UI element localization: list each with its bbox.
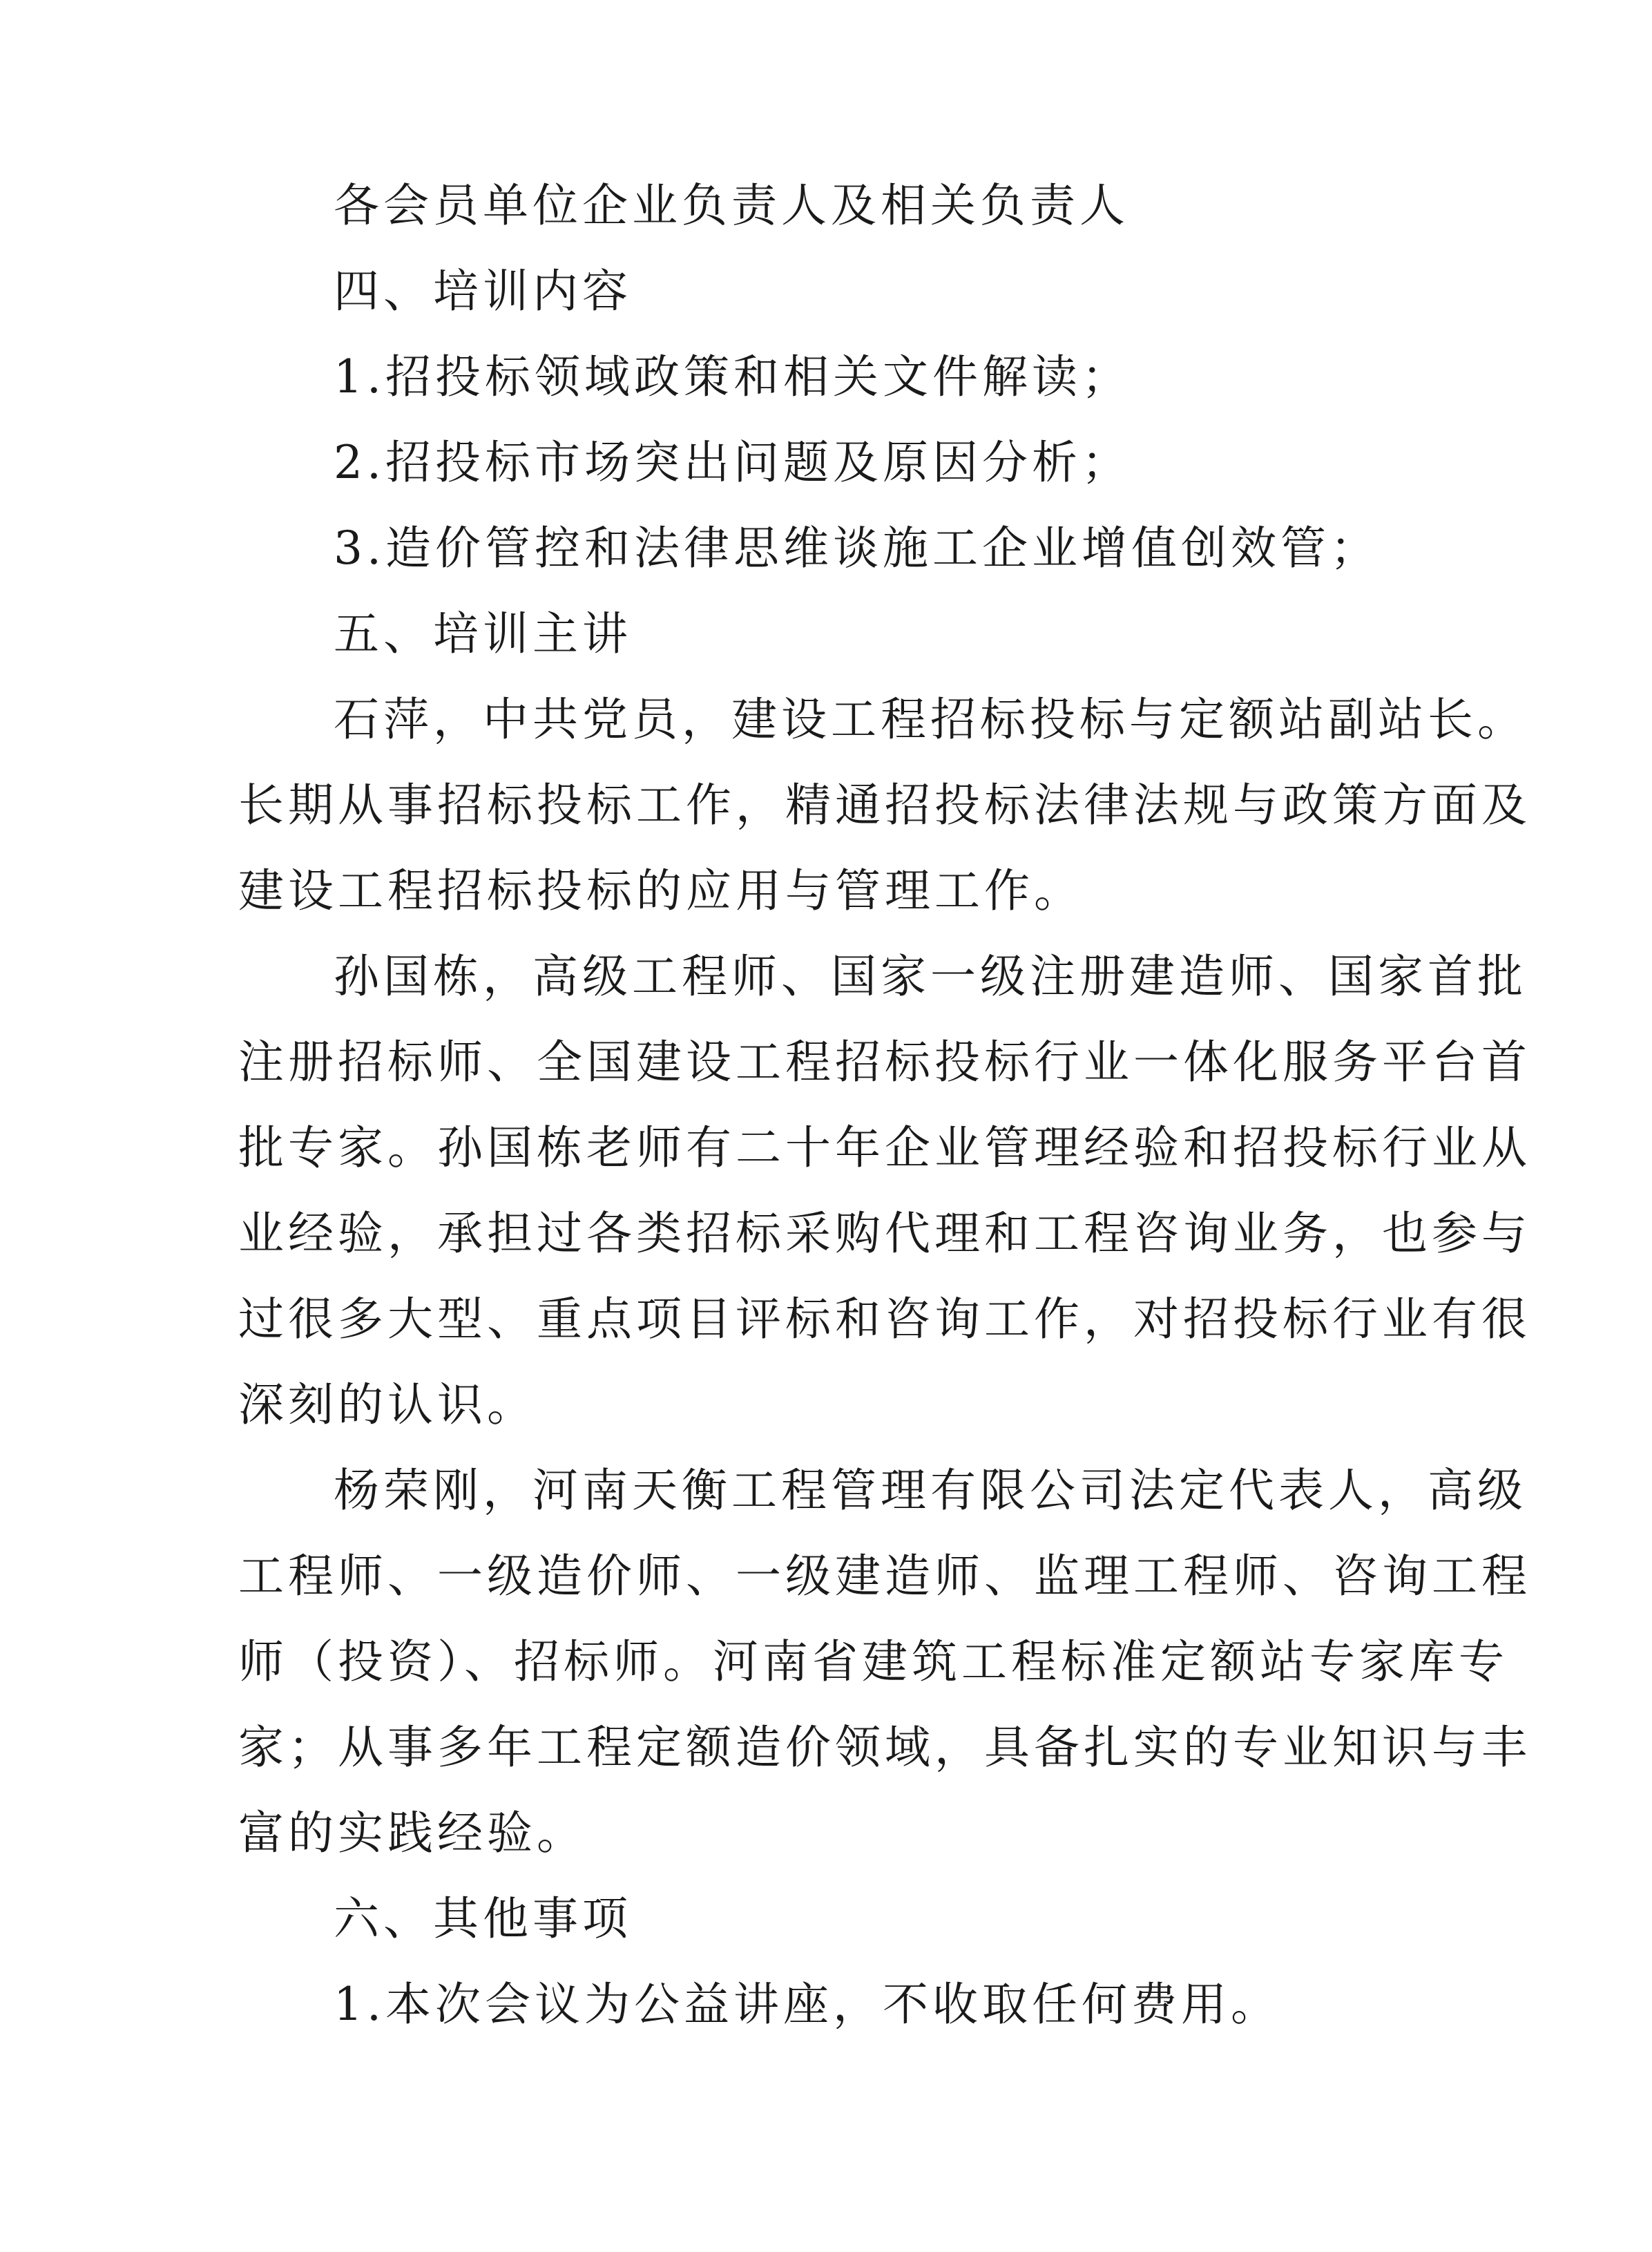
speaker-3-line-4: 家；从事多年工程定额造价领域，具备扎实的专业知识与丰 [238, 1721, 1531, 1774]
content-item-1: 1.招投标领域政策和相关文件解读； [334, 350, 1131, 403]
speaker-2-line-3: 批专家。孙国栋老师有二十年企业管理经验和招投标行业从 [238, 1121, 1531, 1174]
speaker-1-line-1: 石萍，中共党员，建设工程招标投标与定额站副站长。 [334, 693, 1527, 746]
speaker-3-line-5: 富的实践经验。 [238, 1806, 586, 1860]
speaker-2-line-6: 深刻的认识。 [238, 1378, 537, 1431]
speaker-1-line-2: 长期从事招标投标工作，精通招投标法律法规与政策方面及 [238, 779, 1531, 832]
speaker-3-line-3: 师（投资）、招标师。河南省建筑工程标准定额站专家库专 [238, 1635, 1508, 1688]
section-heading-speakers: 五、培训主讲 [334, 607, 632, 660]
attendees-line: 各会员单位企业负责人及相关负责人 [334, 179, 1129, 232]
content-item-3: 3.造价管控和法律思维谈施工企业增值创效管； [334, 522, 1380, 575]
speaker-2-line-5: 过很多大型、重点项目评标和咨询工作，对招投标行业有很 [238, 1292, 1531, 1346]
content-item-2: 2.招投标市场突出问题及原因分析； [334, 436, 1131, 489]
document-body [238, 163, 1531, 2048]
speaker-3-line-2: 工程师、一级造价师、一级建造师、监理工程师、咨询工程 [238, 1549, 1531, 1603]
other-item-1: 1.本次会议为公益讲座，不收取任何费用。 [334, 1978, 1280, 2031]
speaker-1-line-3: 建设工程招标投标的应用与管理工作。 [238, 864, 1084, 917]
speaker-3-line-1: 杨荣刚，河南天衡工程管理有限公司法定代表人，高级 [334, 1464, 1527, 1517]
section-heading-other-matters: 六、其他事项 [334, 1892, 632, 1945]
speaker-2-line-4: 业经验，承担过各类招标采购代理和工程咨询业务，也参与 [238, 1207, 1531, 1260]
speaker-2-line-2: 注册招标师、全国建设工程招标投标行业一体化服务平台首 [238, 1036, 1531, 1089]
speaker-2-line-1: 孙国栋，高级工程师、国家一级注册建造师、国家首批 [334, 950, 1527, 1003]
section-heading-training-content: 四、培训内容 [334, 265, 632, 318]
